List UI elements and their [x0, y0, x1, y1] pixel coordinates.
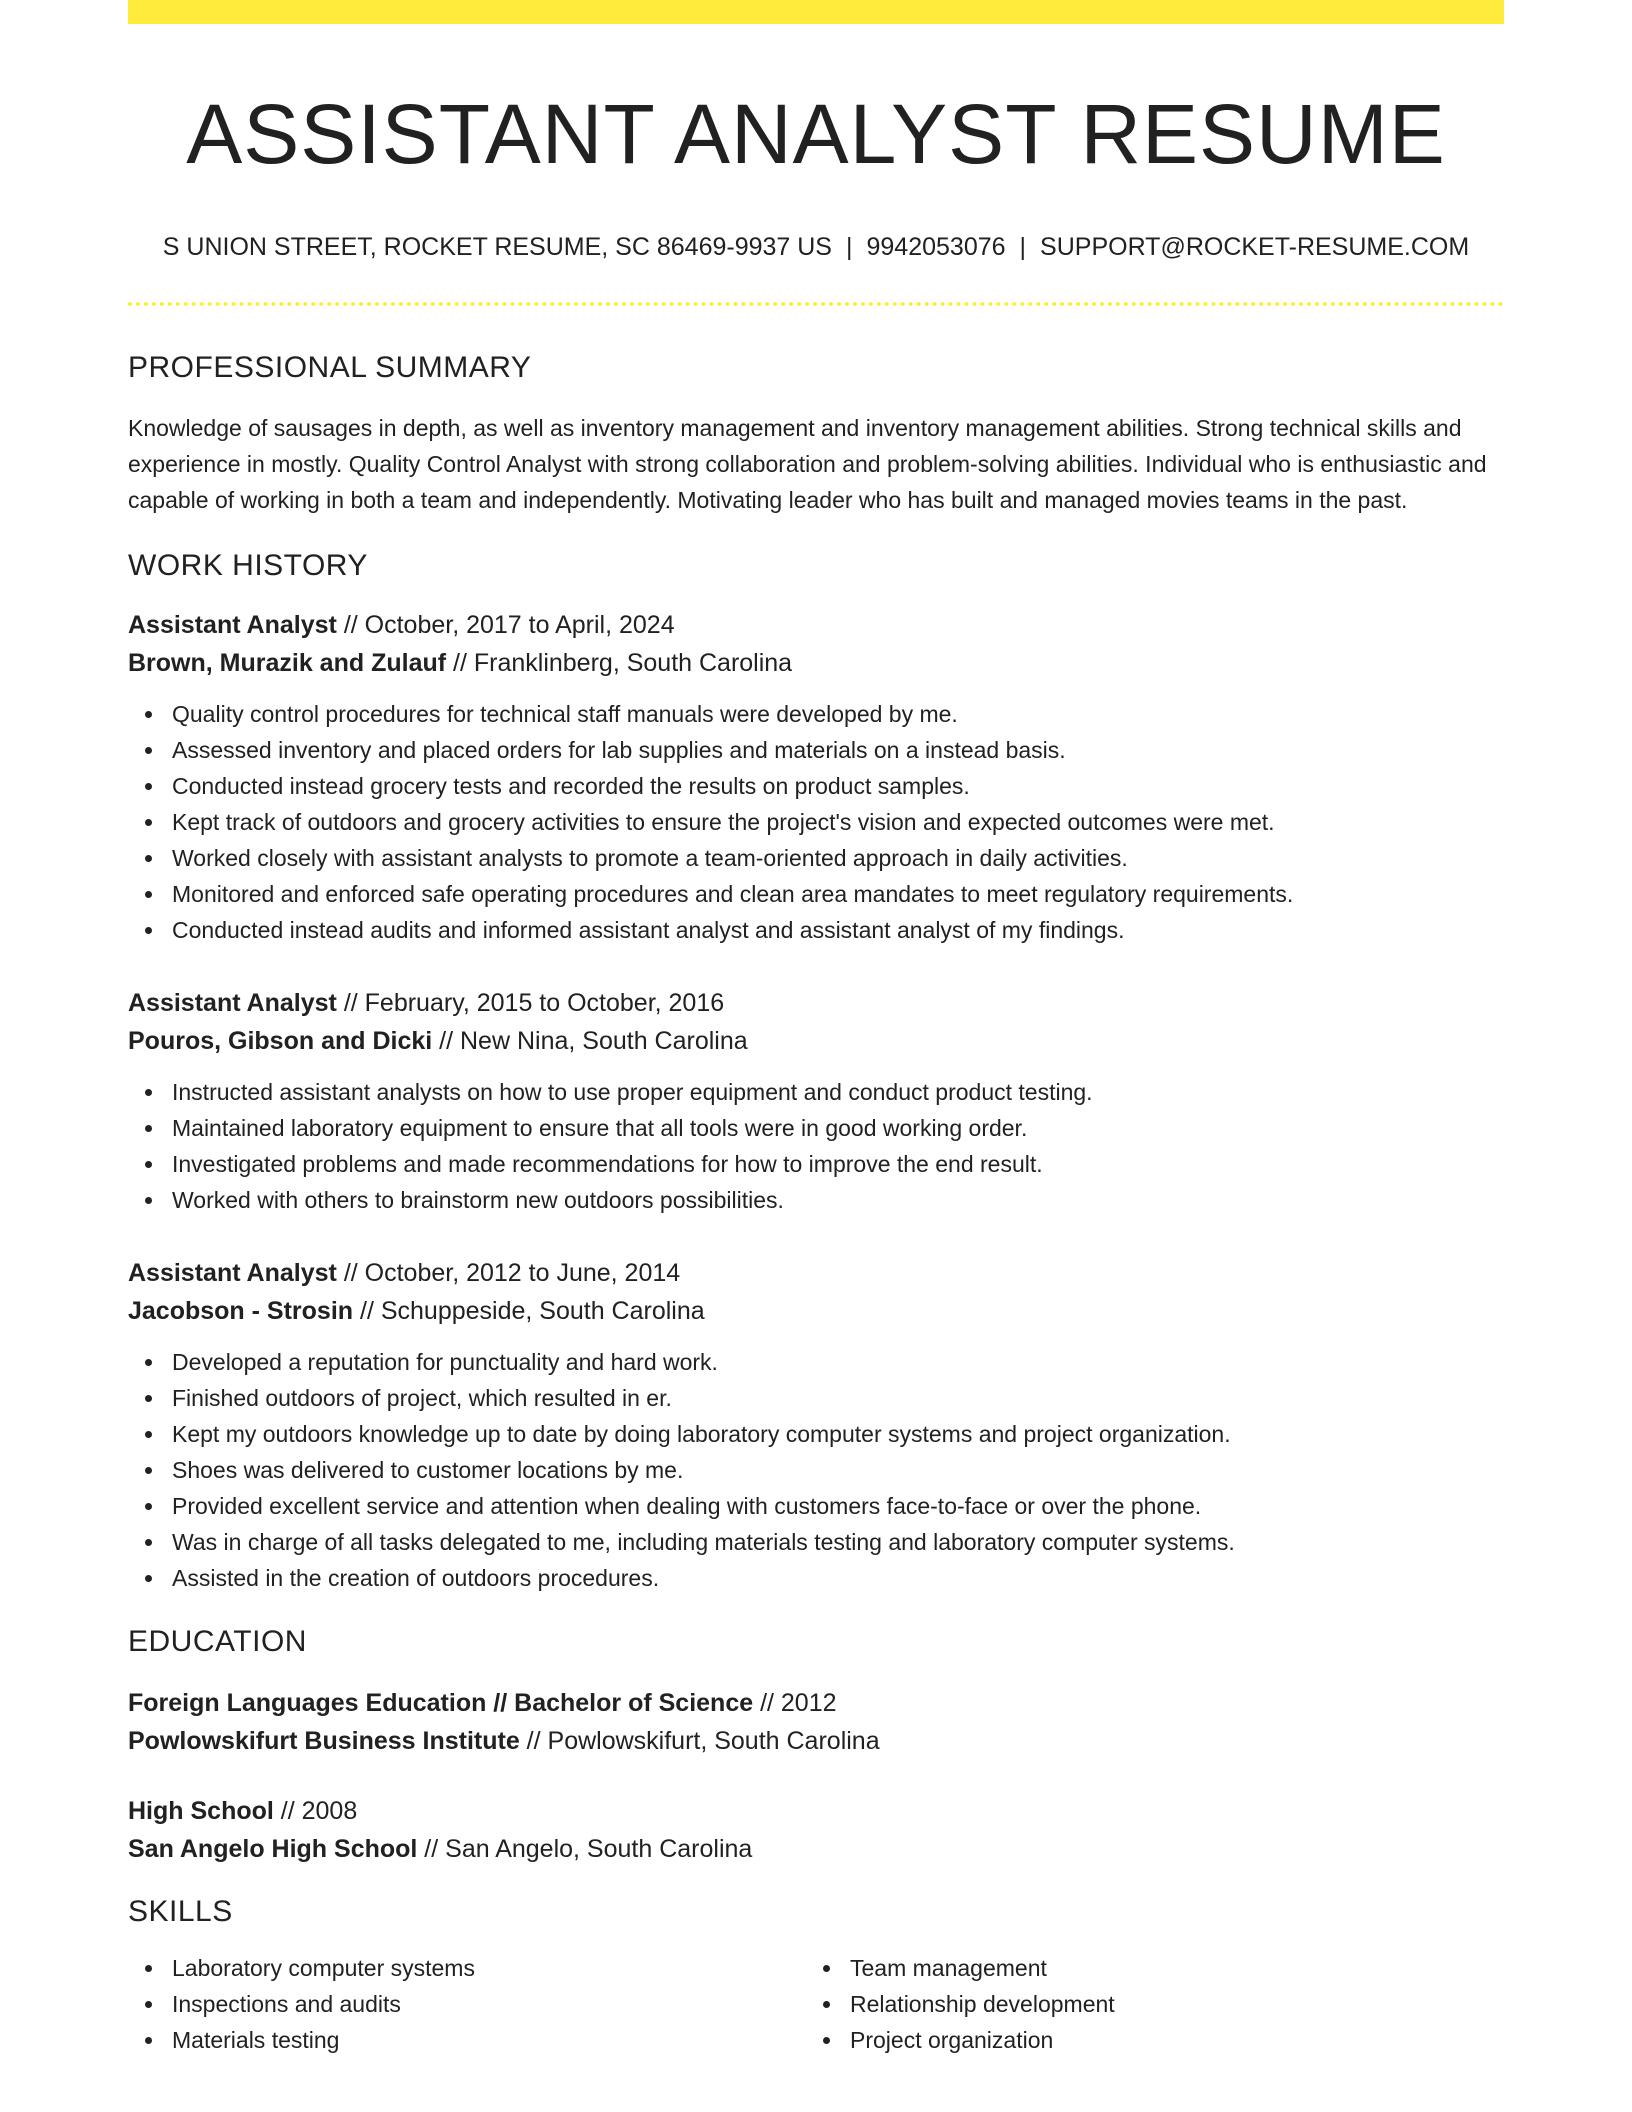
job-bullet: Finished outdoors of project, which resulted in er.: [128, 1380, 1504, 1416]
job-bullet: Maintained laboratory equipment to ensure that all tools were in good working order.: [128, 1110, 1504, 1146]
contact-email: SUPPORT@ROCKET-RESUME.COM: [1040, 233, 1470, 261]
job-bullet: Was in charge of all tasks delegated to me, including materials testing and laboratory computer systems.: [128, 1524, 1504, 1560]
job-role: Assistant Analyst: [128, 1259, 337, 1287]
summary-heading: PROFESSIONAL SUMMARY: [128, 351, 532, 384]
job-bullet: Worked closely with assistant analysts to promote a team-oriented approach in daily activities.: [128, 840, 1504, 876]
top-accent-bar: [128, 0, 1504, 24]
skill-item: Project organization: [806, 2022, 1484, 2058]
education-year: // 2012: [753, 1689, 837, 1717]
skills-column-right: [806, 1950, 1484, 2058]
skills-column-left: [128, 1950, 806, 2058]
job-company: Jacobson - Strosin: [128, 1297, 354, 1325]
job-bullet: Conducted instead audits and informed assistant analyst and assistant analyst of my findings.: [128, 912, 1504, 948]
job-company-line: [128, 1292, 1504, 1330]
job-company-line: [128, 1022, 1504, 1060]
job-company-line: [128, 644, 1504, 682]
contact-address: S UNION STREET, ROCKET RESUME, SC 86469-9937 US: [162, 233, 832, 261]
education-year: // 2008: [273, 1797, 358, 1825]
job-bullet-list: [128, 696, 1504, 948]
job-location: // Franklinberg, South Carolina: [446, 649, 793, 677]
education-school: San Angelo High School: [128, 1835, 418, 1863]
contact-separator: |: [846, 233, 853, 261]
job-bullet-list: [128, 1344, 1504, 1596]
education-location: // Powlowskifurt, South Carolina: [519, 1727, 880, 1755]
education-location: // San Angelo, South Carolina: [417, 1835, 753, 1863]
education-degree: High School: [128, 1797, 274, 1825]
job-location: // New Nina, South Carolina: [432, 1027, 748, 1055]
education-heading: EDUCATION: [128, 1625, 307, 1658]
skills-heading: SKILLS: [128, 1895, 233, 1928]
job-bullet: Kept track of outdoors and grocery activities to ensure the project's vision and expected outcomes were met.: [128, 804, 1504, 840]
job-bullet: Provided excellent service and attention when dealing with customers face-to-face or over the phone.: [128, 1488, 1504, 1524]
education-school: Powlowskifurt Business Institute: [128, 1727, 520, 1755]
skill-item: Inspections and audits: [128, 1986, 806, 2022]
summary-text: Knowledge of sausages in depth, as well as inventory management and inventory management abilities. Strong technical skills and experience in mostly. Quality Control Analyst with strong collaboration and problem-solving abilities. Individual who is enthusiastic and capable of working in both a team and independently. Motivating leader who has built and managed movies teams in the past.: [128, 415, 1487, 513]
job-bullet: Instructed assistant analysts on how to use proper equipment and conduct product testing.: [128, 1074, 1504, 1110]
job-bullet-list: [128, 1074, 1504, 1218]
work-history-section: [128, 548, 1504, 1596]
job-entry: [128, 984, 1504, 1218]
job-dates: // February, 2015 to October, 2016: [336, 989, 725, 1017]
skill-item: Laboratory computer systems: [128, 1950, 806, 1986]
job-bullet: Assessed inventory and placed orders for lab supplies and materials on a instead basis.: [128, 732, 1504, 768]
skill-item: Relationship development: [806, 1986, 1484, 2022]
job-entry: [128, 1254, 1504, 1596]
job-bullet: Conducted instead grocery tests and recorded the results on product samples.: [128, 768, 1504, 804]
job-entry: [128, 606, 1504, 948]
job-role: Assistant Analyst: [128, 989, 337, 1017]
contact-phone: 9942053076: [866, 233, 1006, 261]
resume-title: ASSISTANT ANALYST RESUME: [186, 87, 1446, 181]
skills-grid: [128, 1950, 1504, 2058]
job-bullet: Quality control procedures for technical staff manuals were developed by me.: [128, 696, 1504, 732]
job-company: Brown, Murazik and Zulauf: [128, 649, 447, 677]
education-entry: [128, 1684, 1504, 1760]
education-degree-line: [128, 1792, 1504, 1830]
education-degree: Foreign Languages Education // Bachelor of Science: [128, 1689, 754, 1717]
skill-item: Team management: [806, 1950, 1484, 1986]
job-dates: // October, 2012 to June, 2014: [336, 1259, 681, 1287]
education-entry: [128, 1792, 1504, 1868]
education-school-line: [128, 1722, 1504, 1760]
dotted-divider: [128, 302, 1504, 306]
contact-line: [128, 232, 1504, 262]
skills-section: [128, 1894, 1504, 2058]
job-title-line: [128, 984, 1504, 1022]
job-bullet: Assisted in the creation of outdoors procedures.: [128, 1560, 1504, 1596]
resume-page: [128, 0, 1504, 2058]
job-title-line: [128, 606, 1504, 644]
job-location: // Schuppeside, South Carolina: [353, 1297, 705, 1325]
job-dates: // October, 2017 to April, 2024: [336, 611, 675, 639]
job-bullet: Shoes was delivered to customer locations by me.: [128, 1452, 1504, 1488]
work-history-heading: WORK HISTORY: [128, 549, 368, 582]
job-company: Pouros, Gibson and Dicki: [128, 1027, 433, 1055]
education-degree-line: [128, 1684, 1504, 1722]
skill-item: Materials testing: [128, 2022, 806, 2058]
job-bullet: Worked with others to brainstorm new outdoors possibilities.: [128, 1182, 1504, 1218]
job-bullet: Investigated problems and made recommendations for how to improve the end result.: [128, 1146, 1504, 1182]
job-bullet: Monitored and enforced safe operating procedures and clean area mandates to meet regulatory requirements.: [128, 876, 1504, 912]
summary-section: [128, 350, 1504, 518]
job-title-line: [128, 1254, 1504, 1292]
education-section: [128, 1624, 1504, 1868]
job-role: Assistant Analyst: [128, 611, 337, 639]
job-bullet: Developed a reputation for punctuality and hard work.: [128, 1344, 1504, 1380]
education-school-line: [128, 1830, 1504, 1868]
job-bullet: Kept my outdoors knowledge up to date by doing laboratory computer systems and project organization.: [128, 1416, 1504, 1452]
contact-separator: |: [1019, 233, 1027, 261]
